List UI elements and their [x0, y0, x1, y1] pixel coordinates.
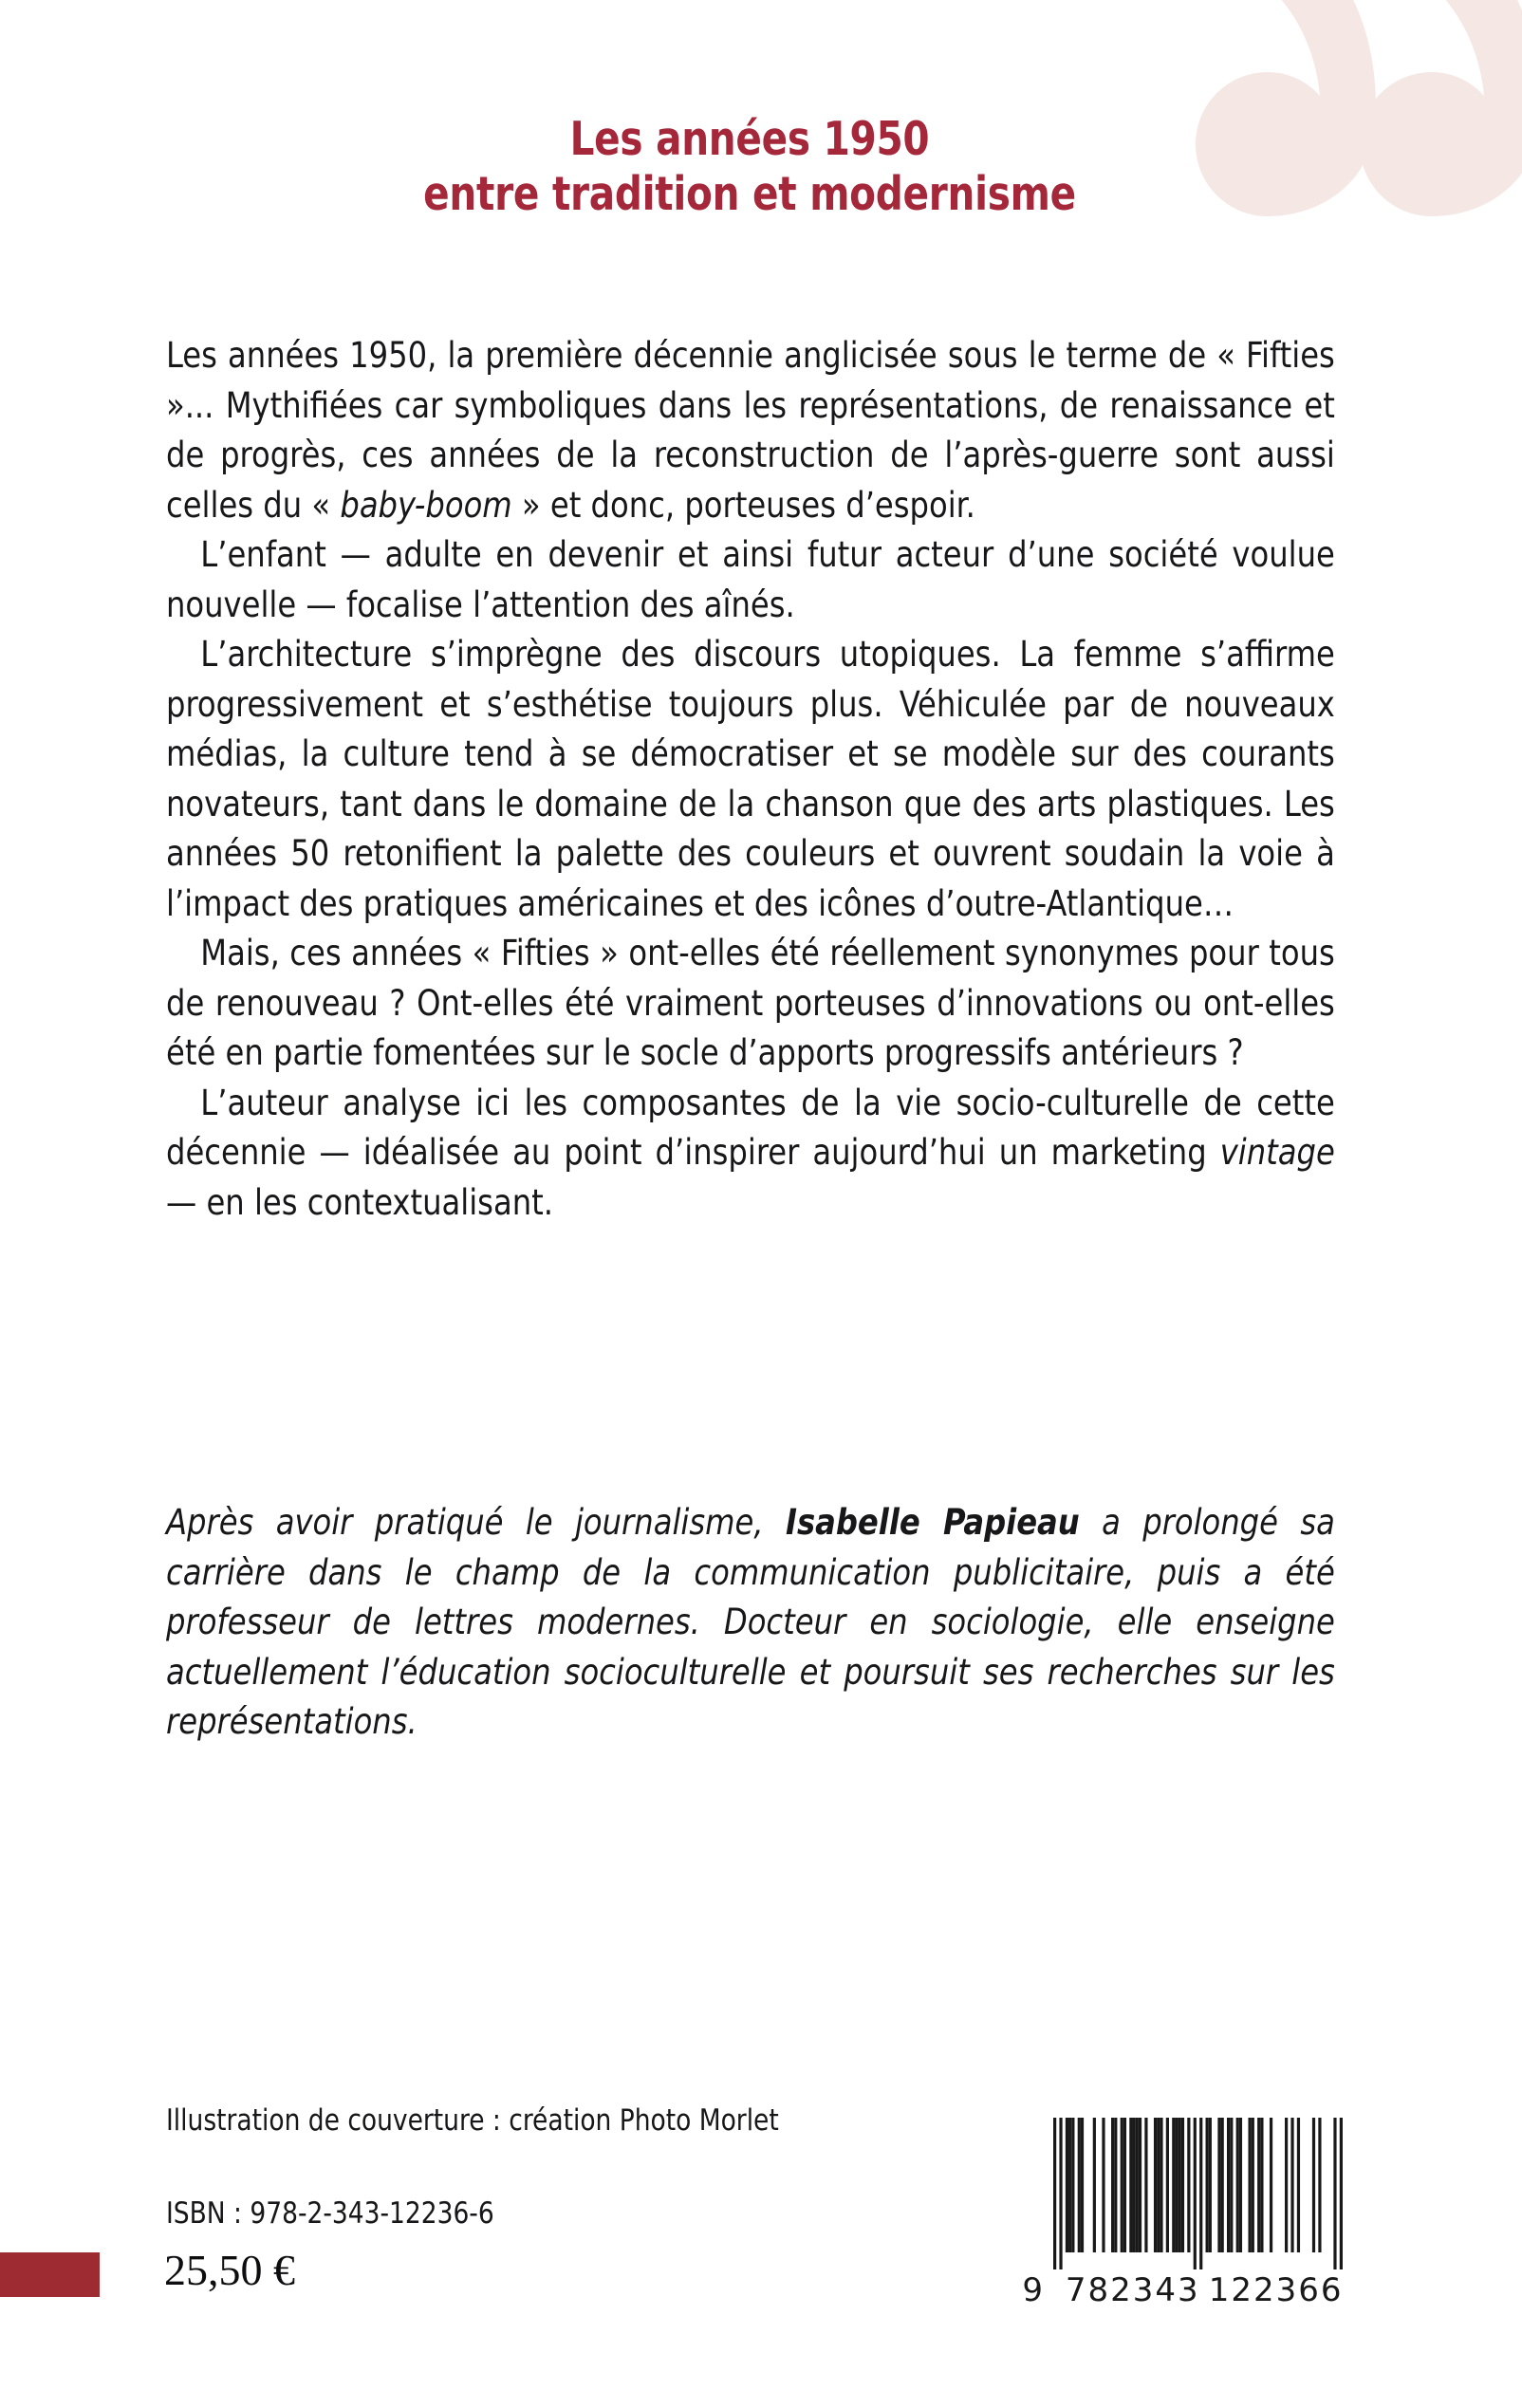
- emphasis-text: baby-boom: [340, 483, 512, 526]
- svg-text:9: 9: [1022, 2271, 1045, 2309]
- title-line-2: entre tradition et modernisme: [423, 166, 1076, 221]
- text-run: L’auteur analyse ici les composantes de la vie socio-culturelle de cette décennie — idéalisée au point d’inspirer aujourd’hui un marketing: [166, 1081, 1335, 1173]
- svg-text:122366: 122366: [1208, 2271, 1344, 2309]
- text-run: — en les contextualisant.: [166, 1180, 553, 1223]
- barcode: [1022, 2118, 1352, 2322]
- text-run: L’enfant — adulte en devenir et ainsi futur acteur d’une société voulue nouvelle — focalise l’attention des aînés.: [166, 533, 1335, 625]
- description-paragraph: [166, 629, 1335, 928]
- page-title: [166, 112, 1333, 222]
- bio-paragraph: [166, 1497, 1335, 1747]
- text-run: L’architecture s’imprègne des discours utopiques. La femme s’affirme progressivement et s’esthétise toujours plus. Véhiculée par de nouveaux médias, la culture tend à se démocratiser et se modèle sur des courants novateurs, tant dans le domaine de la chanson que des arts plastiques. Les années 50 retonifient la palette des couleurs et ouvrent soudain la voie à l’impact des pratiques américaines et des icônes d’outre-Atlantique…: [166, 633, 1335, 924]
- price-label: 25,50 €: [164, 2246, 295, 2294]
- illustration-credit: Illustration de couverture : création Photo Morlet: [166, 2103, 779, 2138]
- isbn-line: ISBN : 978-2-343-12236-6: [166, 2196, 494, 2231]
- author-biography: [166, 1497, 1335, 1747]
- emphasis-text: a prolongé sa carrière dans le champ de la communication publicitaire, puis a été professeur de lettres modernes. Docteur en sociologie, elle enseigne actuellement l’éducation socioculturelle et poursuit ses recherches sur les représentations.: [166, 1501, 1335, 1742]
- text-run: Mais, ces années « Fifties » ont-elles été réellement synonymes pour tous de renouveau ? Ont-elles été vraiment porteuses d’innovations ou ont-elles été en partie fomentées sur le socle d’apports progressifs antérieurs ?: [166, 932, 1335, 1073]
- emphasis-text: Après avoir pratiqué le journalisme,: [166, 1501, 786, 1543]
- description-paragraph: [166, 529, 1335, 629]
- description-paragraph: [166, 1078, 1335, 1228]
- text-run: Les années 1950, la première décennie anglicisée sous le terme de « Fifties »... Mythifiées car symboliques dans les représentations, de renaissance et de progrès, ces années de la reconstruction de l’après-guerre sont aussi celles du «: [166, 334, 1335, 526]
- description-paragraph: [166, 928, 1335, 1078]
- title-line-1: Les années 1950: [569, 112, 930, 166]
- red-accent-tab: [0, 2252, 100, 2297]
- emphasis-text: vintage: [1219, 1131, 1335, 1173]
- text-run: » et donc, porteuses d’espoir.: [511, 483, 975, 526]
- description-paragraph: [166, 330, 1335, 529]
- svg-text:782343: 782343: [1065, 2271, 1200, 2309]
- book-description: [166, 330, 1335, 1227]
- author-name: Isabelle Papieau: [785, 1501, 1080, 1543]
